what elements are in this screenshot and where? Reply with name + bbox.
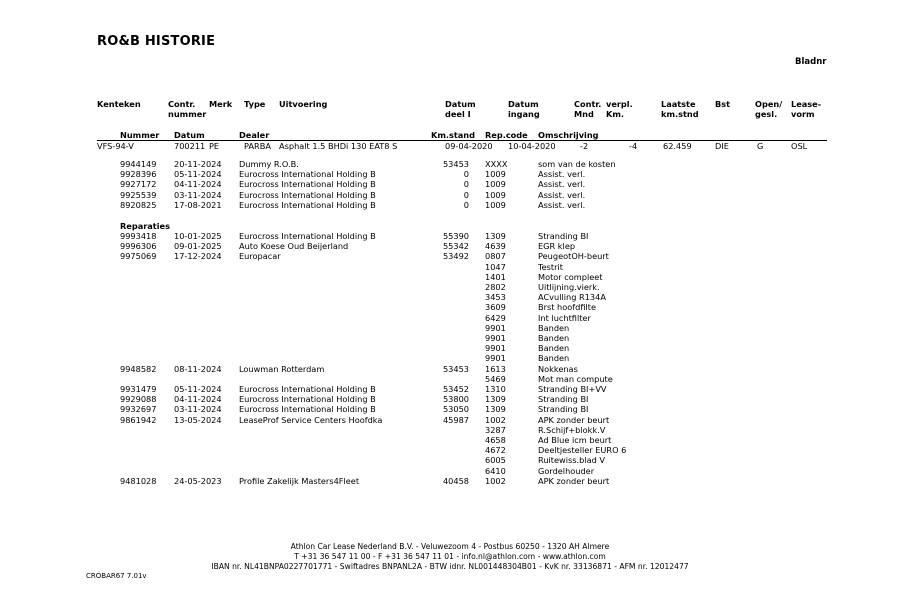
vehicle-mnd: -2 [580, 141, 589, 151]
header-datum: Datum [174, 130, 205, 140]
cell-kmstand: 53800 [442, 394, 469, 405]
cell-nummer: 8920825 [120, 199, 157, 210]
header-dealer: Dealer [239, 130, 270, 140]
cell-omschrijving: Nokkenas [538, 363, 578, 374]
cell-repcode: 4672 [485, 445, 506, 456]
cell-repcode: 1401 [485, 271, 506, 282]
header-type: Type [244, 99, 266, 109]
vehicle-open: G [757, 141, 764, 151]
cell-omschrijving: APK zonder beurt [538, 475, 610, 486]
cell-omschrijving: Mot man compute [538, 373, 613, 384]
cell-dealer: Eurocross International Holding B [239, 231, 376, 241]
header-datum-deel: Datum deel I [445, 99, 476, 119]
cell-datum: 04-11-2024 [174, 394, 222, 405]
cell-dealer: LeaseProf Service Centers Hoofdka [239, 414, 383, 425]
cell-nummer: 9975069 [120, 251, 157, 262]
cell-repcode: 1009 [485, 199, 506, 210]
header-uitvoering: Uitvoering [279, 99, 328, 109]
cell-nummer: 9993418 [120, 231, 157, 241]
cell-nummer: 9481028 [120, 475, 157, 486]
vehicle-uitvoering: Asphalt 1.5 BHDi 130 EAT8 S [279, 141, 398, 151]
cell-repcode: 3287 [485, 424, 506, 435]
page-number-label: Bladnr [795, 57, 827, 67]
cell-omschrijving: ACvulling R134A [538, 292, 606, 303]
cell-kmstand: 53492 [442, 251, 469, 262]
cell-kmstand: 53453 [442, 363, 469, 374]
cell-omschrijving: Motor compleet [538, 271, 603, 282]
cell-nummer: 9861942 [120, 414, 157, 425]
vehicle-datum-deel: 09-04-2020 [445, 141, 493, 151]
cell-datum: 05-11-2024 [174, 384, 222, 394]
cell-repcode: 6005 [485, 455, 506, 466]
vehicle-bst: DIE [715, 141, 729, 151]
header-repcode: Rep.code [485, 130, 528, 140]
cell-omschrijving: Testrit [538, 261, 563, 272]
cell-kmstand: 53050 [442, 404, 469, 415]
header-laatste-kmstnd: Laatste km.stnd [661, 99, 699, 119]
cell-kmstand: 40458 [442, 475, 469, 486]
footer-address: Athlon Car Lease Nederland B.V. - Veluwezoom 4 - Postbus 60250 - 1320 AH Almere [290, 542, 610, 551]
cell-kmstand: 53453 [442, 159, 469, 169]
cell-nummer: 9929088 [120, 394, 157, 405]
vehicle-kenteken: VFS-94-V [97, 141, 134, 151]
cell-dealer: Dummy R.O.B. [239, 159, 299, 169]
cell-omschrijving: Banden [538, 353, 570, 364]
vehicle-type: PARBA [244, 141, 271, 151]
cell-omschrijving: Uitlijning.vierk. [538, 282, 600, 292]
cell-datum: 04-11-2024 [174, 179, 222, 190]
cell-dealer: Profile Zakelijk Masters4Fleet [239, 475, 360, 486]
cell-repcode: 9901 [485, 353, 506, 364]
section-reparaties: Reparaties [120, 221, 170, 231]
cell-repcode: 6410 [485, 465, 506, 476]
cell-nummer: 9931479 [120, 384, 157, 394]
cell-repcode: 9901 [485, 322, 506, 333]
header-datum-ingang: Datum ingang [508, 99, 540, 119]
cell-omschrijving: Deeltjesteller EURO 6 [538, 445, 627, 456]
cell-datum: 05-11-2024 [174, 169, 222, 180]
cell-datum: 08-11-2024 [174, 363, 222, 374]
cell-omschrijving: Assist. verl. [538, 179, 586, 190]
cell-omschrijving: R.Schijf+blokk.V [538, 424, 606, 435]
cell-dealer: Eurocross International Holding B [239, 199, 376, 210]
cell-omschrijving: Assist. verl. [538, 189, 586, 200]
cell-nummer: 9932697 [120, 404, 157, 415]
header-lease-vorm: Lease- vorm [791, 99, 822, 119]
header-nummer: Nummer [120, 130, 160, 140]
cell-repcode: 6429 [485, 312, 506, 323]
cell-repcode: 1047 [485, 261, 506, 272]
cell-omschrijving: Stranding BI [538, 404, 589, 415]
cell-omschrijving: PeugeotOH-beurt [538, 251, 609, 262]
cell-datum: 13-05-2024 [174, 414, 222, 425]
cell-repcode: 9901 [485, 343, 506, 354]
cell-omschrijving: Stranding BI [538, 394, 589, 405]
vehicle-merk: PE [209, 141, 220, 151]
cell-nummer: 9928396 [120, 169, 157, 180]
cell-datum: 17-12-2024 [174, 251, 222, 262]
vehicle-lease: OSL [791, 141, 808, 151]
header-kmstand: Km.stand [431, 130, 475, 140]
cell-repcode: 0807 [485, 251, 506, 262]
cell-omschrijving: Banden [538, 333, 570, 343]
cell-repcode: 3609 [485, 302, 506, 313]
cell-repcode: 1009 [485, 179, 506, 190]
cell-omschrijving: Banden [538, 322, 570, 333]
header-contr-mnd: Contr. Mnd [574, 99, 602, 119]
header-merk: Merk [209, 99, 233, 109]
vehicle-datum-ingang: 10-04-2020 [508, 141, 556, 151]
cell-kmstand: 0 [463, 169, 469, 180]
cell-nummer: 9925539 [120, 189, 157, 200]
cell-omschrijving: som van de kosten [538, 159, 616, 169]
cell-dealer: Eurocross International Holding B [239, 169, 376, 180]
cell-dealer: Europacar [239, 251, 281, 262]
footer-bank: IBAN nr. NL41BNPA0227701771 - Swiftadres BNPANL2A - BTW idnr. NL001448304B01 - KvK nr. 33136871 - AFM nr. 12012477 [211, 562, 689, 571]
cell-kmstand: 55390 [442, 231, 469, 241]
header-verpl-km: verpl. Km. [606, 99, 633, 119]
cell-repcode: 1009 [485, 189, 506, 200]
cell-datum: 03-11-2024 [174, 404, 222, 415]
cell-datum: 10-01-2025 [174, 231, 222, 241]
cell-kmstand: 45987 [442, 414, 469, 425]
cell-dealer: Auto Koese Oud Beijerland [239, 241, 349, 252]
cell-kmstand: 55342 [442, 241, 469, 252]
cell-omschrijving: Ad Blue icm beurt [538, 435, 612, 445]
cell-omschrijving: EGR klep [538, 241, 576, 252]
cell-repcode: 4658 [485, 435, 506, 445]
cell-omschrijving: APK zonder beurt [538, 414, 610, 425]
cell-omschrijving: Banden [538, 343, 570, 354]
header-open-gesl: Open/ gesl. [755, 99, 783, 119]
cell-dealer: Eurocross International Holding B [239, 404, 376, 415]
cell-datum: 17-08-2021 [174, 199, 222, 210]
cell-omschrijving: Stranding BI+VV [538, 384, 607, 394]
cell-datum: 09-01-2025 [174, 241, 222, 252]
cell-repcode: 1613 [485, 363, 506, 374]
cell-nummer: 9996306 [120, 241, 157, 252]
cell-omschrijving: Gordelhouder [538, 465, 595, 476]
header-omschrijving: Omschrijving [538, 130, 599, 140]
cell-dealer: Eurocross International Holding B [239, 394, 376, 405]
cell-datum: 24-05-2023 [174, 475, 222, 486]
cell-omschrijving: Brst hoofdfilte [538, 302, 597, 313]
cell-kmstand: 53452 [442, 384, 469, 394]
cell-repcode: 1309 [485, 404, 506, 415]
vehicle-contract: 700211 [174, 141, 206, 151]
cell-dealer: Louwman Rotterdam [239, 363, 325, 374]
cell-repcode: XXXX [485, 159, 508, 169]
cell-nummer: 9927172 [120, 179, 157, 190]
cell-repcode: 3453 [485, 292, 506, 303]
cell-nummer: 9944149 [120, 159, 157, 169]
cell-omschrijving: Ruitewiss.blad V [538, 455, 606, 466]
footer-contact: T +31 36 547 11 00 - F +31 36 547 11 01 - info.nl@athlon.com - www.athlon.com [294, 552, 606, 561]
cell-datum: 20-11-2024 [174, 159, 222, 169]
cell-omschrijving: Assist. verl. [538, 169, 586, 180]
cell-dealer: Eurocross International Holding B [239, 179, 376, 190]
cell-kmstand: 0 [463, 199, 469, 210]
cell-datum: 03-11-2024 [174, 189, 222, 200]
cell-repcode: 5469 [485, 373, 506, 384]
cell-nummer: 9948582 [120, 363, 157, 374]
cell-repcode: 2802 [485, 282, 506, 292]
form-code: CROBAR67 7.01v [86, 572, 147, 580]
header-kenteken: Kenteken [97, 99, 141, 109]
cell-repcode: 1309 [485, 231, 506, 241]
header-bst: Bst [715, 99, 731, 109]
cell-repcode: 1002 [485, 414, 506, 425]
cell-repcode: 1310 [485, 384, 506, 394]
cell-repcode: 9901 [485, 333, 506, 343]
cell-omschrijving: Assist. verl. [538, 199, 586, 210]
vehicle-verpl-km: -4 [629, 141, 638, 151]
cell-repcode: 1002 [485, 475, 506, 486]
header-contr: Contr. nummer [168, 99, 207, 119]
vehicle-laatste-km: 62.459 [663, 141, 692, 151]
cell-dealer: Eurocross International Holding B [239, 189, 376, 200]
cell-kmstand: 0 [463, 179, 469, 190]
cell-omschrijving: Int luchtfilter [538, 312, 591, 323]
cell-omschrijving: Stranding BI [538, 231, 589, 241]
cell-repcode: 4639 [485, 241, 506, 252]
cell-dealer: Eurocross International Holding B [239, 384, 376, 394]
cell-repcode: 1009 [485, 169, 506, 180]
cell-repcode: 1309 [485, 394, 506, 405]
cell-kmstand: 0 [463, 189, 469, 200]
page-title: RO&B HISTORIE [97, 34, 216, 49]
